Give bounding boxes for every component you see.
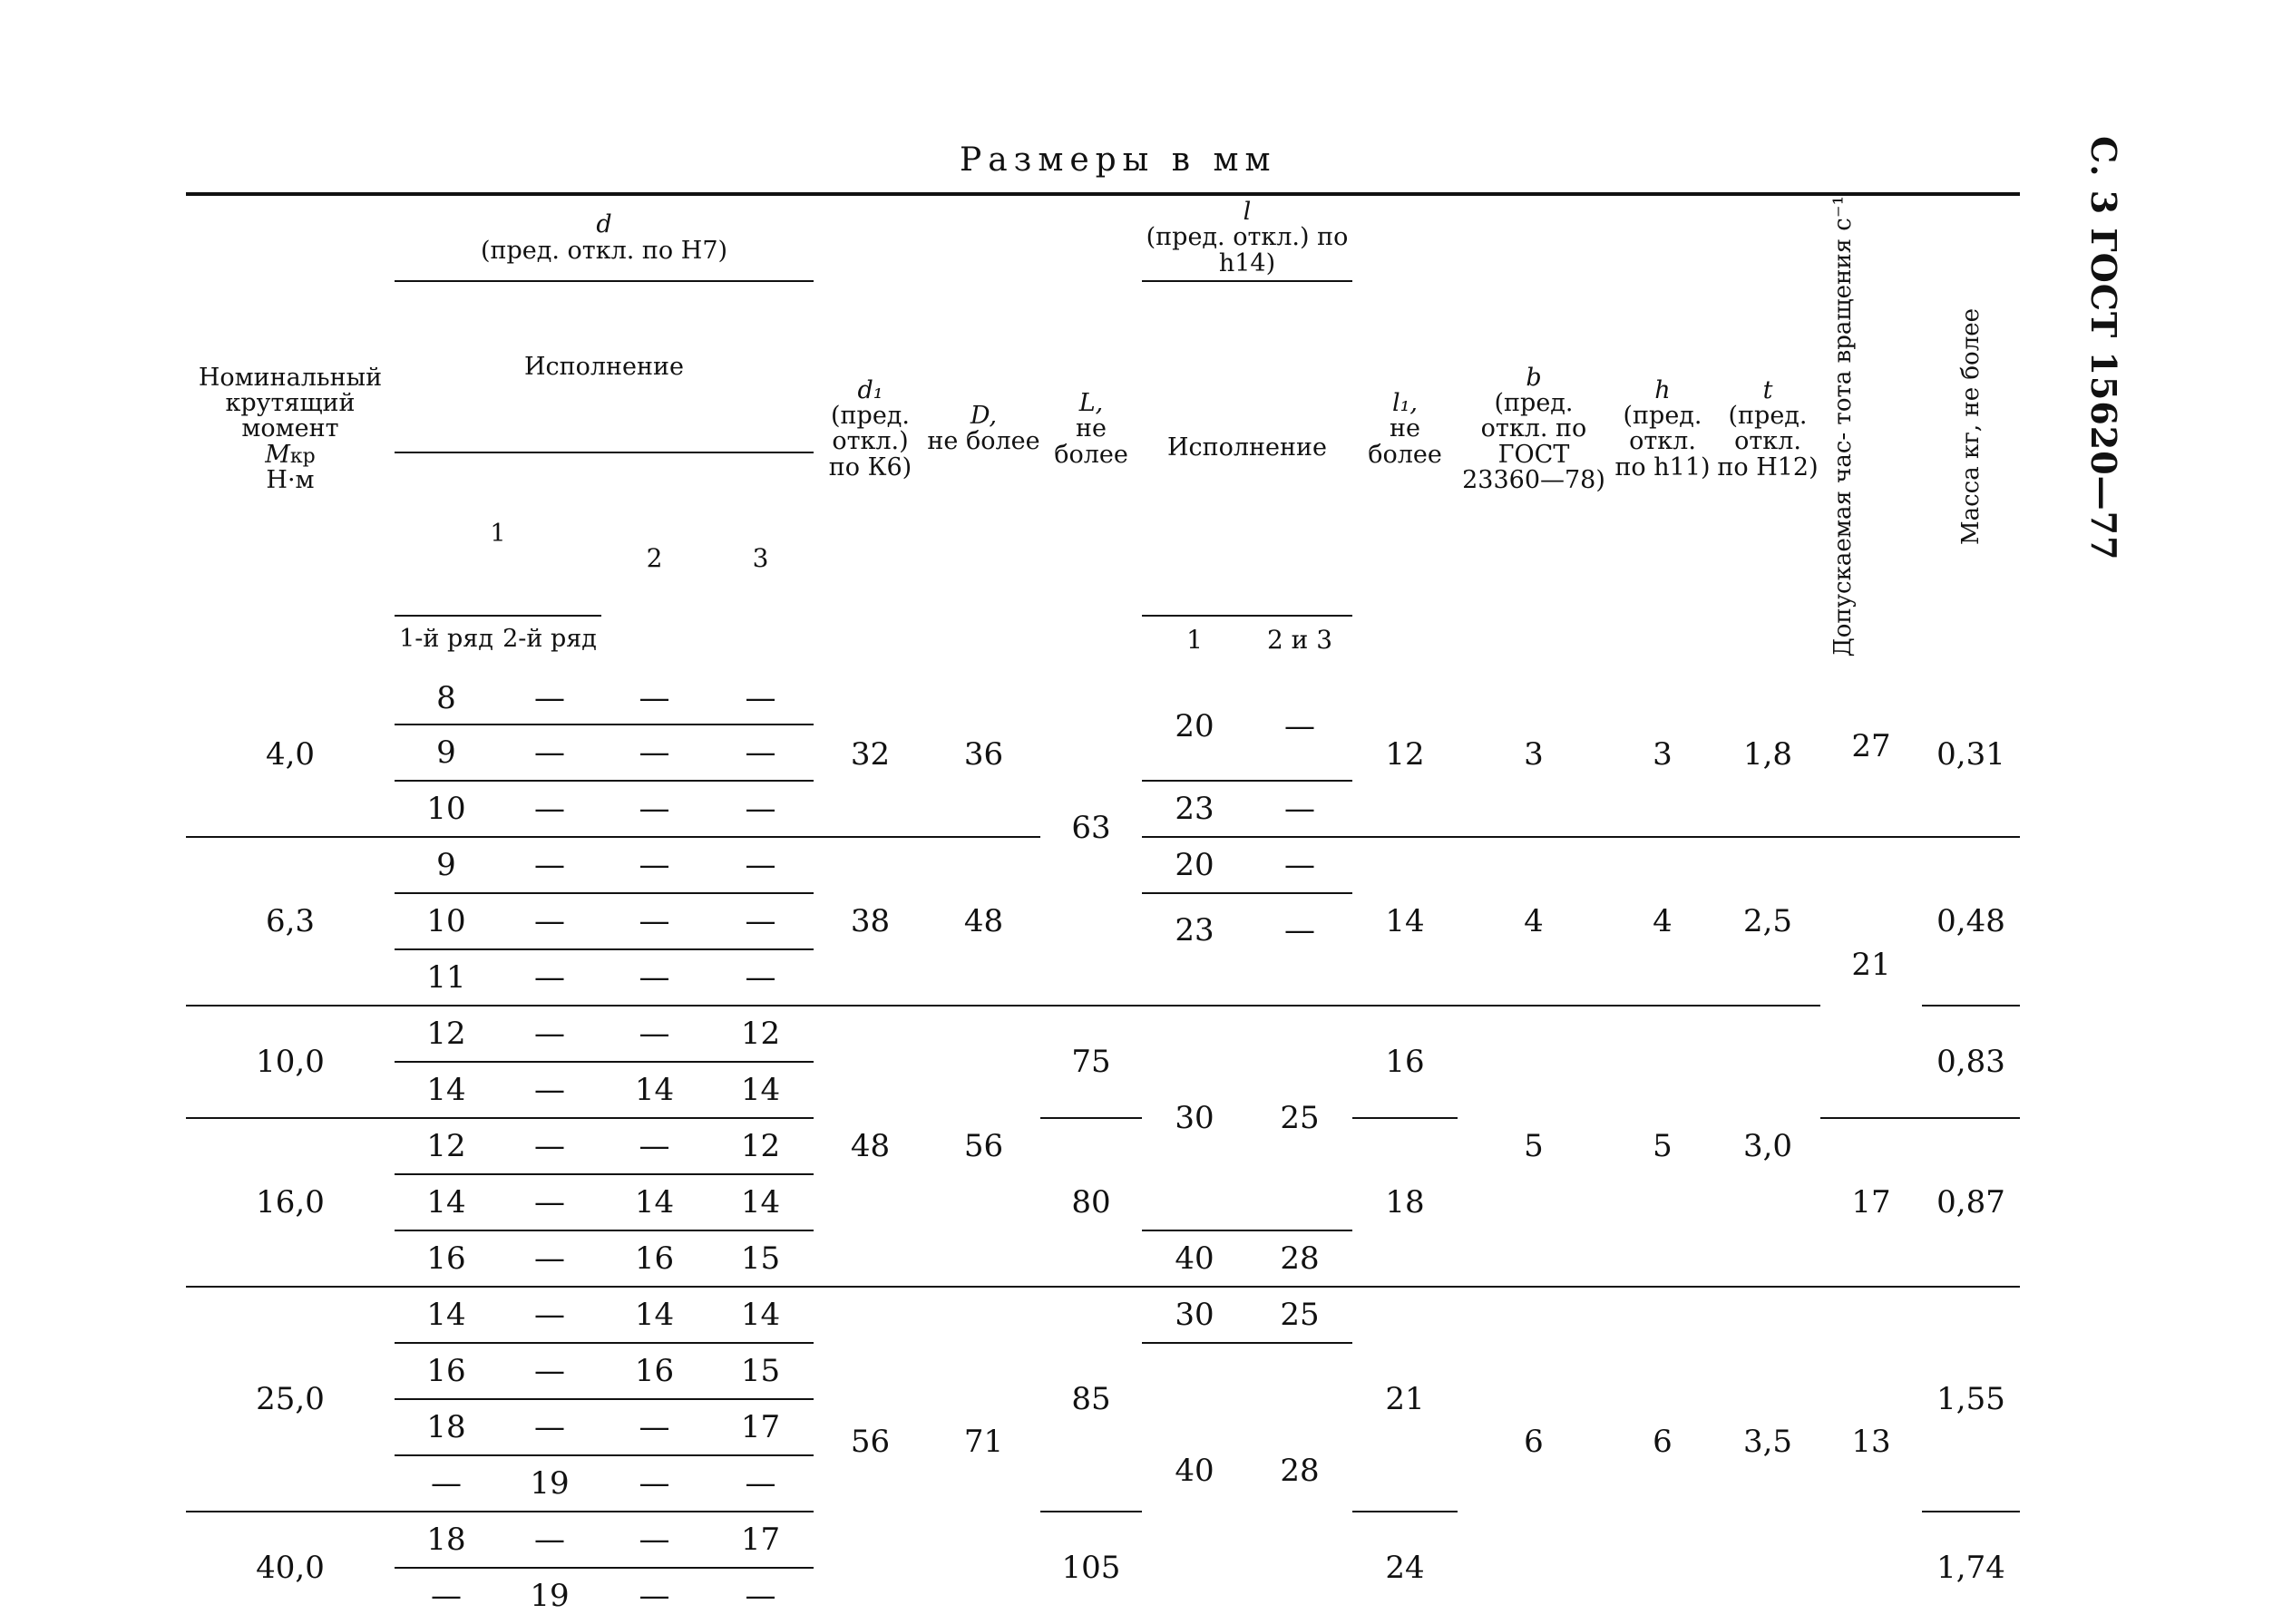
d-exec3-cell: 15	[707, 1230, 814, 1287]
d-exec3-cell: —	[707, 1455, 814, 1512]
h-cell: 4	[1610, 837, 1715, 1006]
header-mass: Масса кг, не более	[1922, 194, 2020, 668]
t-cell: 1,8	[1715, 668, 1820, 837]
l-exec23-cell: —	[1247, 837, 1352, 893]
t-cell: 3,0	[1715, 1006, 1820, 1287]
L-cell: 80	[1040, 1118, 1142, 1287]
b-cell: 6	[1524, 1423, 1544, 1460]
header-d-execution-1: 1	[395, 452, 601, 615]
d-exec3-cell: —	[707, 837, 814, 893]
L-cell: 75	[1040, 1006, 1142, 1118]
l1-cell: 16	[1352, 1006, 1458, 1118]
l-exec1-cell: 30	[1142, 1006, 1247, 1230]
header-d-execution: Исполнение	[395, 281, 814, 452]
header-h: h (пред. откл. по h11)	[1610, 194, 1715, 668]
header-d-execution-2: 2	[646, 542, 663, 573]
header-l: l (пред. откл.) по h14)	[1142, 194, 1352, 281]
header-l-execution: Исполнение	[1142, 281, 1352, 616]
d-exec3-cell: —	[707, 781, 814, 837]
l-exec23-cell: 28	[1280, 1452, 1320, 1489]
l-exec1-cell: 23	[1142, 781, 1247, 837]
d-exec3-cell: 14	[707, 1174, 814, 1230]
d-exec2-cell: —	[601, 781, 707, 837]
frequency-cell: 21	[1820, 837, 1922, 1118]
d-exec2-cell: —	[601, 1399, 707, 1455]
header-l-execution-2-3: 2 и 3	[1247, 616, 1352, 668]
d-row1-cell: 11	[395, 949, 498, 1006]
d-row1-cell: 10	[395, 893, 498, 949]
d-row1-cell: 9	[395, 724, 498, 781]
d-row1-cell: 10	[395, 781, 498, 837]
d1-cell: 32	[814, 668, 927, 837]
d-row2-cell: —	[498, 724, 601, 781]
header-L: L, не более	[1040, 194, 1142, 668]
d-row1-cell: 14	[395, 1174, 498, 1230]
header-l-execution-1: 1	[1142, 616, 1247, 668]
torque-cell: 25,0	[186, 1287, 395, 1512]
header-t: t (пред. откл. по Н12)	[1715, 194, 1820, 668]
l1-cell: 21	[1352, 1287, 1458, 1512]
t-cell: 3,5	[1742, 1423, 1793, 1460]
d-row1-cell: —	[395, 1455, 498, 1512]
d-exec2-cell: —	[601, 1006, 707, 1062]
d-exec2-cell: 14	[601, 1287, 707, 1343]
header-d1: d₁ (пред. откл.) по К6)	[814, 194, 927, 668]
header-d: d (пред. откл. по Н7)	[395, 194, 814, 281]
dimensions-table	[186, 192, 2020, 1624]
header-D: D, не более	[927, 194, 1040, 668]
side-title	[2077, 136, 2131, 561]
d-row1-cell: 12	[395, 1118, 498, 1174]
mass-cell: 1,74	[1936, 1550, 2005, 1587]
d-exec3-cell: 17	[707, 1399, 814, 1455]
d-exec3-cell: —	[745, 1578, 776, 1615]
l1-cell: 14	[1352, 837, 1458, 1006]
d-exec3-cell: 12	[707, 1006, 814, 1062]
l1-cell: 24	[1385, 1550, 1425, 1587]
l-exec1-cell: 20	[1142, 668, 1247, 781]
l-exec1-cell: 40	[1142, 1230, 1247, 1287]
l-exec23-cell: —	[1247, 781, 1352, 837]
d-exec2-cell: —	[601, 724, 707, 781]
side-title-text: С. 3 ГОСТ 15620—77	[2083, 136, 2124, 561]
d-row2-cell: —	[498, 1399, 601, 1455]
d-exec2-cell: —	[601, 949, 707, 1006]
d-row1-cell: 16	[395, 1230, 498, 1287]
d-exec3-cell: —	[707, 724, 814, 781]
d-exec3-cell: —	[707, 949, 814, 1006]
mass-cell: 0,87	[1922, 1118, 2020, 1287]
d-exec3-cell: 12	[707, 1118, 814, 1174]
l-exec23-cell: —	[1247, 893, 1352, 1006]
d-row1-cell: 9	[395, 837, 498, 893]
table-row	[186, 1287, 2020, 1343]
d-exec2-cell: —	[601, 1512, 707, 1568]
d-row1-cell: 12	[395, 1006, 498, 1062]
d-row2-cell: —	[498, 893, 601, 949]
d-exec3-cell: 15	[707, 1343, 814, 1399]
header-d-row-1: 1-й ряд	[395, 616, 498, 668]
d-exec3-cell: 17	[707, 1512, 814, 1568]
d-row1-cell: 18	[395, 1399, 498, 1455]
header-d-row-2: 2-й ряд	[498, 616, 601, 668]
d-exec2-cell: 14	[601, 1062, 707, 1118]
L-cell: 63	[1040, 668, 1142, 1006]
d1-cell: 38	[814, 837, 927, 1006]
D-cell: 48	[927, 837, 1040, 1006]
l1-cell: 18	[1352, 1118, 1458, 1287]
mass-cell: 0,48	[1922, 837, 2020, 1006]
l-exec23-cell: 28	[1247, 1230, 1352, 1287]
d-row2-cell: 19	[530, 1578, 570, 1615]
d-exec2-cell: 16	[601, 1230, 707, 1287]
d-row2-cell: —	[498, 1287, 601, 1343]
d-row2-cell: —	[498, 1006, 601, 1062]
d-exec2-cell: —	[601, 837, 707, 893]
d-row1-cell: 16	[395, 1343, 498, 1399]
header-torque: Номинальный крутящий момент Мкр Н·м	[186, 194, 395, 668]
d-row1-cell: —	[431, 1578, 462, 1615]
d-row2-cell: —	[498, 1118, 601, 1174]
d-row2-cell: —	[498, 1062, 601, 1118]
mass-cell: 0,31	[1922, 668, 2020, 837]
d-exec3-cell: —	[707, 893, 814, 949]
l-exec1-cell: 30	[1142, 1287, 1247, 1343]
mass-cell: 1,55	[1922, 1287, 2020, 1512]
l-exec23-cell: —	[1247, 668, 1352, 781]
d-row1-cell: 14	[395, 1287, 498, 1343]
b-cell: 5	[1458, 1006, 1610, 1287]
h-cell: 5	[1610, 1006, 1715, 1287]
header-d-execution-3: 3	[752, 542, 769, 573]
d-exec2-cell: 16	[601, 1343, 707, 1399]
l-exec23-cell: 25	[1247, 1006, 1352, 1230]
h-cell: 6	[1653, 1423, 1673, 1460]
L-cell: 85	[1040, 1287, 1142, 1512]
d-exec3-cell: 14	[707, 1287, 814, 1343]
table-header	[186, 194, 2020, 668]
d-row2-cell: —	[498, 837, 601, 893]
d-exec2-cell: —	[639, 1578, 670, 1615]
d-row2-cell: 19	[498, 1455, 601, 1512]
frequency-cell: 27	[1820, 668, 1922, 837]
torque-cell: 4,0	[186, 668, 395, 837]
d-exec2-cell: —	[601, 1118, 707, 1174]
d-exec2-cell: —	[601, 1455, 707, 1512]
l-exec1-cell: 40	[1175, 1452, 1214, 1489]
d-exec3-cell: 14	[707, 1062, 814, 1118]
L-cell: 105	[1061, 1550, 1121, 1587]
b-cell: 4	[1458, 837, 1610, 1006]
d-row2-cell: —	[498, 781, 601, 837]
mass-cell: 0,83	[1922, 1006, 2020, 1118]
torque-cell: 16,0	[186, 1118, 395, 1287]
d1-cell: 56	[850, 1423, 891, 1460]
l-exec1-cell: 20	[1142, 837, 1247, 893]
l-exec1-cell: 23	[1142, 893, 1247, 1006]
frequency-cell: 17	[1820, 1118, 1922, 1287]
table-row	[186, 1006, 2020, 1062]
frequency-cell: 13	[1851, 1423, 1891, 1460]
d-row2-cell: —	[498, 668, 601, 724]
l1-cell: 12	[1352, 668, 1458, 837]
d-row2-cell: —	[498, 949, 601, 1006]
d-row2-cell: —	[498, 1230, 601, 1287]
d-row2-cell: —	[498, 1343, 601, 1399]
torque-cell: 40,0	[256, 1550, 325, 1587]
d-exec2-cell: —	[601, 668, 707, 724]
d-row2-cell: —	[498, 1512, 601, 1568]
d-row1-cell: 18	[395, 1512, 498, 1568]
d-row2-cell: —	[498, 1174, 601, 1230]
table-row	[186, 668, 2020, 724]
d-row1-cell: 8	[395, 668, 498, 724]
h-cell: 3	[1610, 668, 1715, 837]
d-exec2-cell: —	[601, 893, 707, 949]
d-exec2-cell: 14	[601, 1174, 707, 1230]
table-body	[186, 668, 2020, 1624]
d1-cell: 48	[814, 1006, 927, 1287]
d-exec3-cell: —	[707, 668, 814, 724]
header-b: b (пред. откл. по ГОСТ 23360—78)	[1458, 194, 1610, 668]
header-frequency: Допускаемая час- тота вращения с⁻¹	[1820, 194, 1922, 668]
D-cell: 36	[927, 668, 1040, 837]
d-row1-cell: 14	[395, 1062, 498, 1118]
torque-cell: 6,3	[186, 837, 395, 1006]
b-cell: 3	[1458, 668, 1610, 837]
torque-cell: 10,0	[186, 1006, 395, 1118]
l-exec23-cell: 25	[1247, 1287, 1352, 1343]
header-l1: l₁, не более	[1352, 194, 1458, 668]
t-cell: 2,5	[1715, 837, 1820, 1006]
D-cell: 71	[963, 1423, 1004, 1460]
page-caption: Размеры в мм	[960, 141, 1277, 179]
D-cell: 56	[927, 1006, 1040, 1287]
